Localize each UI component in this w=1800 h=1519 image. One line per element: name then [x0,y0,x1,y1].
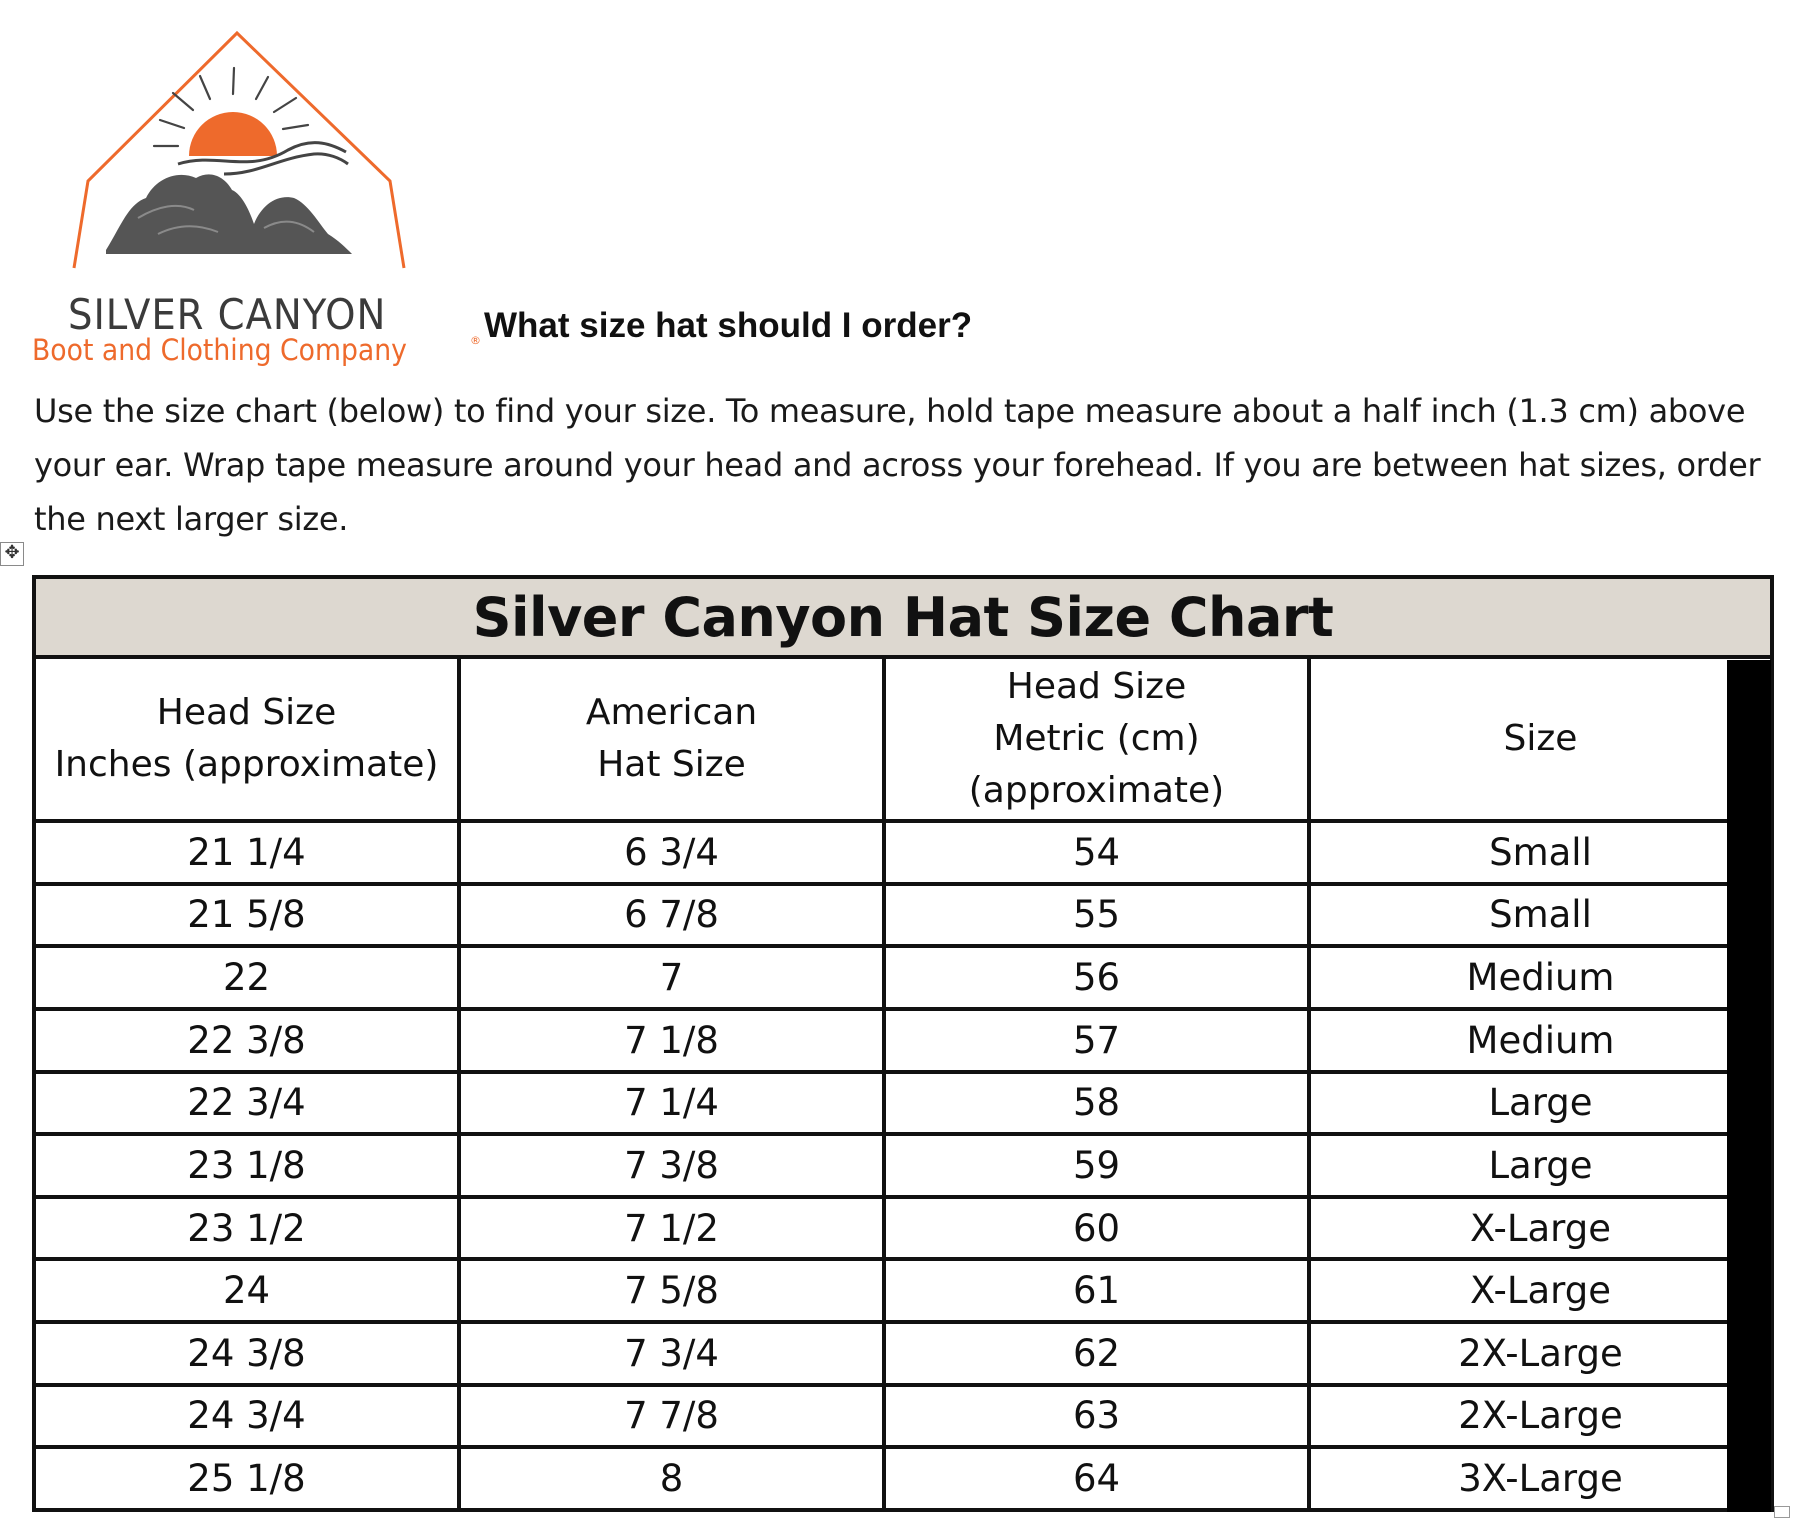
cell-american-hat-size: 8 [459,1447,884,1510]
cell-size: X-Large [1309,1259,1772,1322]
cell-head-size-metric: 59 [884,1134,1309,1197]
cell-american-hat-size: 7 3/4 [459,1322,884,1385]
logo-company-subtitle: Boot and Clothing Company [32,333,407,367]
cell-head-size-metric: 63 [884,1385,1309,1448]
table-row [34,1322,1772,1385]
cell-american-hat-size: 6 7/8 [459,884,884,947]
cell-american-hat-size: 7 1/8 [459,1009,884,1072]
cell-size: 2X-Large [1309,1322,1772,1385]
cell-size: Large [1309,1134,1772,1197]
header-american-hat-size [459,657,884,821]
cell-head-size-inches: 24 3/8 [34,1322,459,1385]
table-right-shadow-bar [1727,660,1771,1512]
cell-size: Large [1309,1072,1772,1135]
cell-head-size-inches: 21 5/8 [34,884,459,947]
header-line: Head Size [1006,666,1187,707]
cell-american-hat-size: 7 1/4 [459,1072,884,1135]
move-arrows-icon[interactable]: ✥ [0,542,24,566]
header-line: Hat Size [597,744,746,785]
cell-head-size-inches: 22 3/8 [34,1009,459,1072]
cell-head-size-metric: 55 [884,884,1309,947]
cell-american-hat-size: 7 1/2 [459,1197,884,1260]
cell-size: Medium [1309,946,1772,1009]
table-header-row [34,657,1772,821]
header-line: Head Size [156,692,337,733]
header-line: Size [1503,718,1578,759]
table-row [34,1134,1772,1197]
intro-paragraph: Use the size chart (below) to find your size. To measure, hold tape measure about a half inch (1.3 cm) above your ear. Wrap tape measure around your head and across your forehead. If you are between hat sizes, order the next larger size. [34,392,1761,538]
cell-head-size-inches: 25 1/8 [34,1447,459,1510]
table-row [34,1197,1772,1260]
cell-head-size-metric: 58 [884,1072,1309,1135]
table-row [34,946,1772,1009]
header-head-size-metric [884,657,1309,821]
table-row [34,821,1772,884]
cell-american-hat-size: 7 3/8 [459,1134,884,1197]
header-head-size-inches [34,657,459,821]
cell-head-size-inches: 21 1/4 [34,821,459,884]
table-row [34,1385,1772,1448]
table-row [34,1009,1772,1072]
cell-head-size-inches: 23 1/8 [34,1134,459,1197]
cell-size: 2X-Large [1309,1385,1772,1448]
cell-american-hat-size: 7 [459,946,884,1009]
cell-head-size-inches: 24 [34,1259,459,1322]
cell-head-size-metric: 64 [884,1447,1309,1510]
cell-head-size-inches: 24 3/4 [34,1385,459,1448]
cell-head-size-metric: 57 [884,1009,1309,1072]
cell-head-size-inches: 22 3/4 [34,1072,459,1135]
cell-head-size-metric: 54 [884,821,1309,884]
table-row [34,1259,1772,1322]
cell-size: 3X-Large [1309,1447,1772,1510]
header-size [1309,657,1772,821]
header-line: American [585,692,758,733]
logo-company-name: SILVER CANYON [68,290,387,339]
company-logo [28,28,481,367]
header-line: Metric (cm) [993,718,1200,759]
cell-size: Small [1309,821,1772,884]
header-line: (approximate) [968,770,1225,811]
table-resize-handle[interactable] [1774,1506,1790,1518]
header-line: Inches (approximate) [54,744,439,785]
cell-head-size-metric: 56 [884,946,1309,1009]
page-question-heading: What size hat should I order? [484,306,973,345]
cell-size: X-Large [1309,1197,1772,1260]
cell-head-size-metric: 61 [884,1259,1309,1322]
cell-head-size-metric: 60 [884,1197,1309,1260]
table-row [34,884,1772,947]
cell-size: Medium [1309,1009,1772,1072]
table-row [34,1072,1772,1135]
table-body [34,821,1772,1510]
cell-head-size-metric: 62 [884,1322,1309,1385]
table-row [34,1447,1772,1510]
cell-head-size-inches: 23 1/2 [34,1197,459,1260]
cell-american-hat-size: 7 5/8 [459,1259,884,1322]
cell-size: Small [1309,884,1772,947]
cell-american-hat-size: 7 7/8 [459,1385,884,1448]
logo-graphic [28,28,468,298]
table-title: Silver Canyon Hat Size Chart [34,577,1772,657]
logo-registered-mark: ® [470,334,481,347]
cell-head-size-inches: 22 [34,946,459,1009]
hat-size-table [32,575,1774,1512]
cell-american-hat-size: 6 3/4 [459,821,884,884]
